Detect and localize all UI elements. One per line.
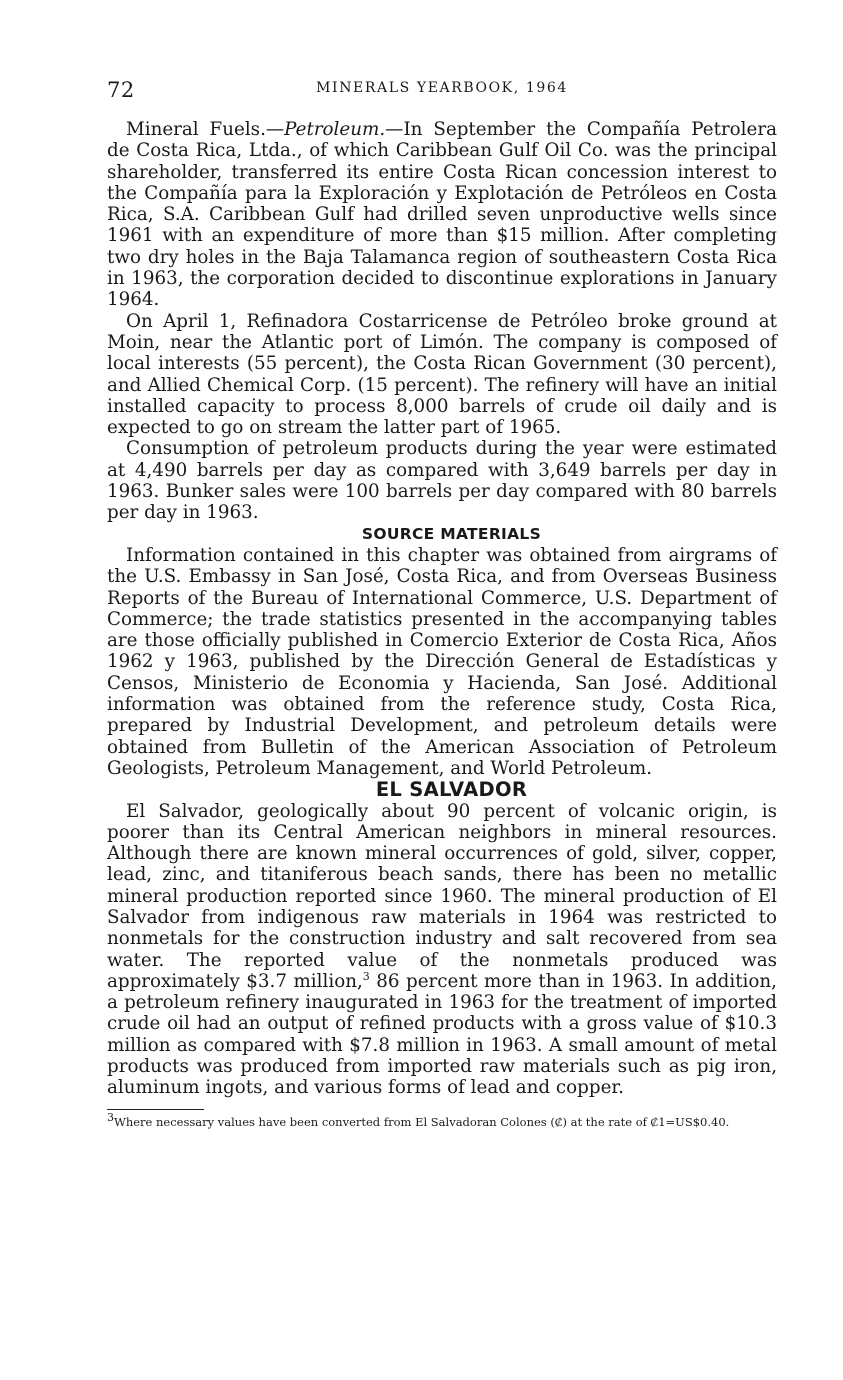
page-header [107,78,777,102]
footnote [107,1110,777,1129]
footnote-marker: 3 [107,1110,114,1124]
footnote-reference: 3 [362,969,370,983]
page-body [107,119,777,1129]
footnote-text: Where necessary values have been converted from El Salvadoran Colones (₡) at the rate of ₡1=US$0.40. [114,1114,730,1129]
mineral-fuels-paragraph-3: Consumption of petroleum products during the year were estimated at 4,490 barrels per day as compared with 3,649 barrels per day in 1963. Bunker sales were 100 barrels per day compared with 80 barrels per day in 1963. [107,438,777,524]
mineral-fuels-paragraph-1: Mineral Fuels.—Petroleum.—In September the Compañía Petrolera de Costa Rica, Ltda., of which Caribbean Gulf Oil Co. was the principal shareholder, transferred its entire Costa Rican concession interest to the Compañía para la Exploración y Explotación de Petróleos en Costa Rica, S.A. Caribbean Gulf had drilled seven unproductive wells since 1961 with an expenditure of more than $15 million. After completing two dry holes in the Baja Talamanca region of southeastern Costa Rica in 1963, the corporation decided to discontinue explorations in January 1964. [107,119,777,311]
mineral-fuels-text-1: In September the Compañía Petrolera de Costa Rica, Ltda., of which Caribbean Gulf Oil Co. was the principal shareholder, transferred its entire Costa Rican concession interest to the Compañía para la Exploración y Explotación de Petróleos en Costa Rica, S.A. Caribbean Gulf had drilled seven unproductive wells since 1961 with an expenditure of more than $15 million. After completing two dry holes in the Baja Talamanca region of southeastern Costa Rica in 1963, the corporation decided to discontinue explorations in January 1964. [107,119,777,311]
footnote-divider [107,1109,204,1110]
el-salvador-text-2: 86 percent more than in 1963. In addition, a petroleum refinery inaugurated in 1963 for the treatment of imported crude oil had an output of refined products with a gross value of $10.3 million as compared with $7.8 million in 1963. A small amount of metal products was produced from imported raw materials such as pig iron, aluminum ingots, and various forms of lead and copper. [107,970,777,1099]
el-salvador-paragraph [107,801,777,1099]
running-title: MINERALS YEARBOOK, 1964 [316,80,568,96]
mineral-fuels-paragraph-2: On April 1, Refinadora Costarricense de Petróleo broke ground at Moin, near the Atlantic port of Limón. The company is composed of local interests (55 percent), the Costa Rican Government (30 percent), and Allied Chemical Corp. (15 percent). The refinery will have an initial installed capacity to process 8,000 barrels of crude oil daily and is expected to go on stream the latter part of 1965. [107,310,777,439]
el-salvador-heading: EL SALVADOR [375,778,528,802]
page-number: 72 [107,78,135,102]
petroleum-subhead: Petroleum. [284,119,386,140]
source-materials-paragraph: Information contained in this chapter was obtained from airgrams of the U.S. Embassy in San José, Costa Rica, and from Overseas Business Reports of the Bureau of International Commerce, U.S. Department of Commerce; the trade statistics presented in the accompanying tables are those officially published in Comercio Exterior de Costa Rica, Años 1962 y 1963, published by the Dirección General de Estadísticas y Censos, Ministerio de Economia y Hacienda, San José. Additional information was obtained from the reference study, Costa Rica, prepared by Industrial Development, and petroleum details were obtained from Bulletin of the American Association of Petroleum Geologists, Petroleum Management, and World Petroleum. [107,544,777,779]
mineral-fuels-lead: Mineral Fuels. [126,119,266,140]
el-salvador-text-1: El Salvador, geologically about 90 percent of volcanic origin, is poorer than its Central American neighbors in mineral resources. Although there are known mineral occurrences of gold, silver, copper, lead, zinc, and titaniferous beach sands, there has been no metallic mineral production reported since 1960. The mineral production of El Salvador from indigenous raw materials in 1964 was restricted to nonmetals for the construction industry and salt recovered from sea water. The reported value of the nonmetals produced was approximately $3.7 million, [107,800,777,992]
source-materials-heading: SOURCE MATERIALS [361,524,542,543]
